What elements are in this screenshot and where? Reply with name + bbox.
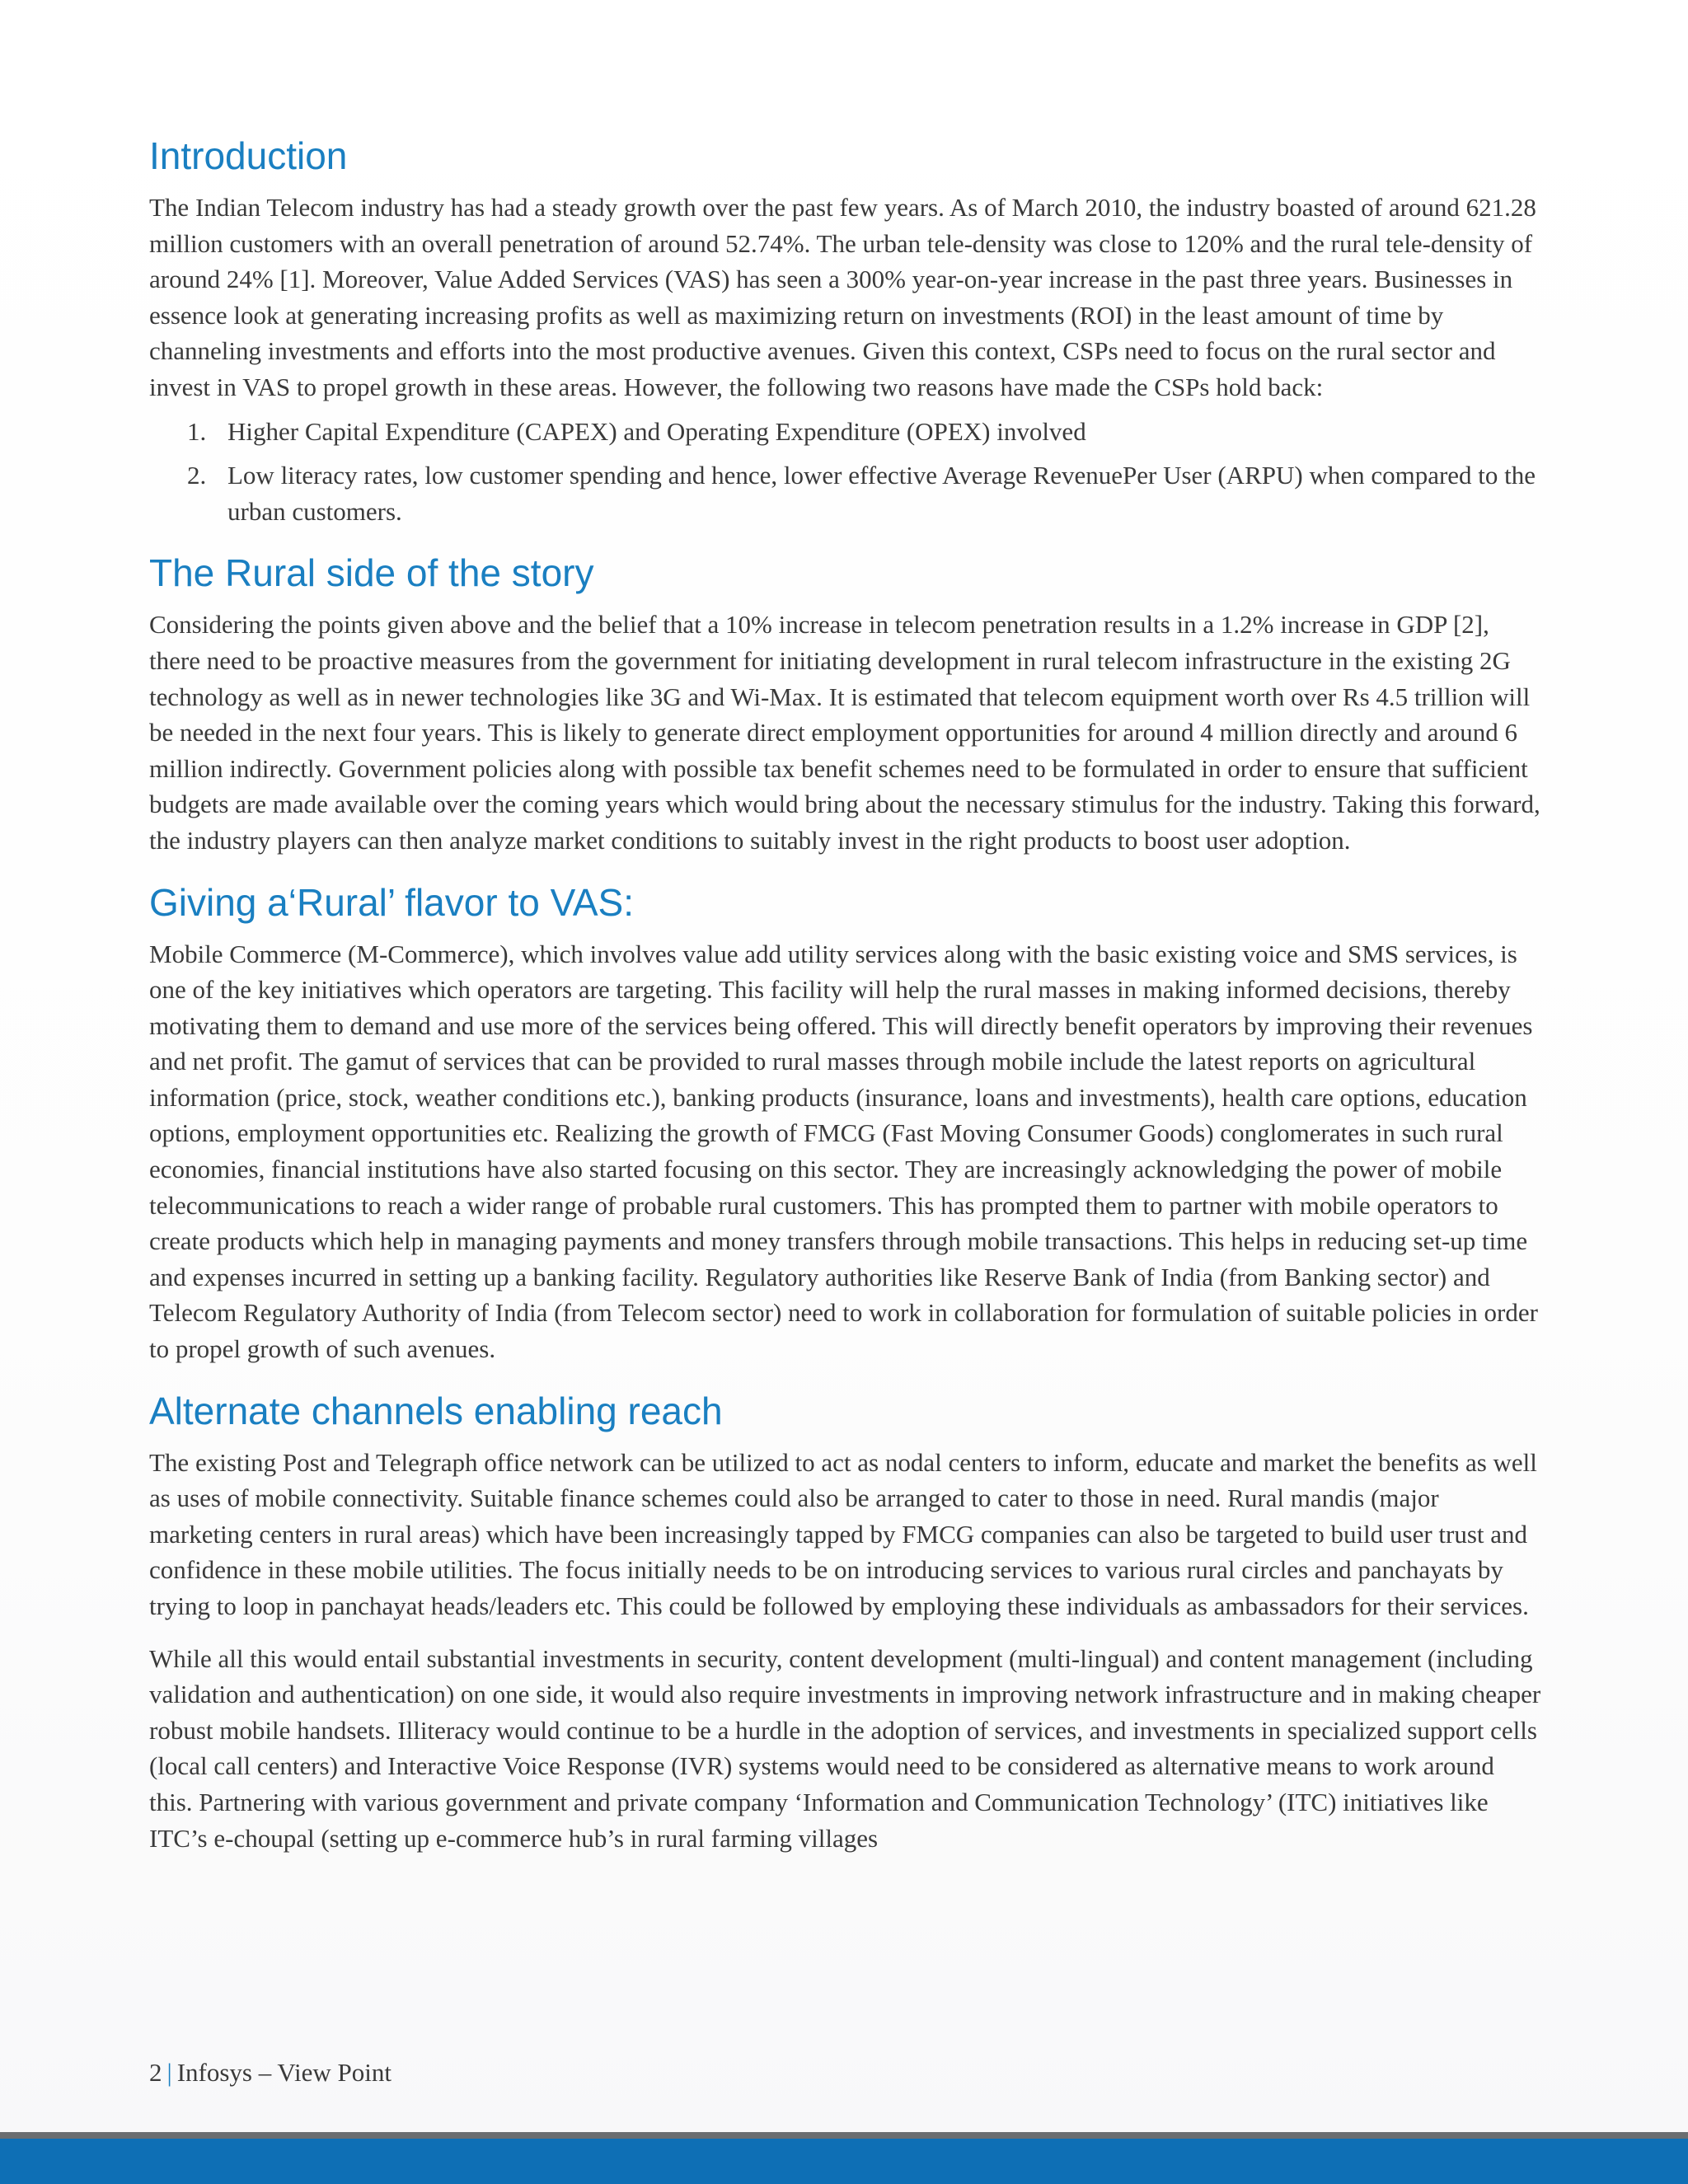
bottom-brand-bar xyxy=(0,2132,1688,2184)
article-body xyxy=(149,132,1542,1876)
paragraph: While all this would entail substantial investments in security, content development (multi-lingual) and content management (including validation and authentication) on one side, it would also require investments in improving network infrastructure and in making cheaper robust mobile handsets. Illiteracy would continue to be a hurdle in the adoption of services, and investments in specialized support cells (local call centers) and Interactive Voice Response (IVR) systems would need to be considered as alternative means to work around this. Partnering with various government and private company ‘Information and Communication Technology’ (ITC) initiatives like ITC’s e-choupal (setting up e-commerce hub’s in rural farming villages xyxy=(149,1643,1541,1853)
section-alternate-channels xyxy=(149,1387,1542,1857)
section-rural-flavor xyxy=(149,879,1542,1367)
section-rural-side xyxy=(149,549,1542,858)
list-item xyxy=(149,457,1542,529)
section-introduction xyxy=(149,132,1542,529)
page-number: 2 xyxy=(149,2058,162,2087)
paragraph: The existing Post and Telegraph office network can be utilized to act as nodal centers to inform, educate and market the benefits as well as uses of mobile connectivity. Suitable finance schemes could also be arranged to cater to those in need. Rural mandis (major marketing centers in rural areas) which have been increasingly tapped by FMCG companies can also be targeted to build user trust and confidence in these mobile utilities. The focus initially needs to be on introducing services to various rural circles and panchayats by trying to loop in panchayat heads/leaders etc. This could be followed by employing these individuals as ambassadors for their services. xyxy=(149,1447,1537,1620)
paragraph: Considering the points given above and the belief that a 10% increase in telecom penetration results in a 1.2% increase in GDP [2], there need to be proactive measures from the government for initiating development in rural telecom infrastructure in the existing 2G technology as well as in newer technologies like 3G and Wi-Max. It is estimated that telecom equipment worth over Rs 4.5 trillion will be needed in the next four years. This is likely to generate direct employment opportunities for around 4 million directly and around 6 million indirectly. Government policies along with possible tax benefit schemes need to be formulated in order to ensure that sufficient budgets are made available over the coming years which would bring about the necessary stimulus for the industry. Taking this forward, the industry players can then analyze market conditions to suitably invest in the right products to boost user adoption. xyxy=(149,610,1540,855)
footer-separator: | xyxy=(166,2058,172,2087)
list-number: 2. xyxy=(187,461,207,490)
section-heading: Introduction xyxy=(149,134,348,177)
paragraph: The Indian Telecom industry has had a steady growth over the past few years. As of March 2010, the industry boasted of around 621.28 million customers with an overall penetration of around 52.74%. The urban tele-density was close to 120% and the rural tele-density of around 24% [1]. Moreover, Value Added Services (VAS) has seen a 300% year-on-year increase in the past three years. Businesses in essence look at generating increasing profits as well as maximizing return on investments (ROI) in the least amount of time by channeling investments and efforts into the most productive avenues. Given this context, CSPs need to focus on the rural sector and invest in VAS to propel growth in these areas. However, the following two reasons have made the CSPs hold back: xyxy=(149,193,1536,401)
page-footer xyxy=(149,2056,392,2089)
list-item-text: Higher Capital Expenditure (CAPEX) and Operating Expenditure (OPEX) involved xyxy=(227,416,1086,446)
section-heading: Giving a‘Rural’ flavor to VAS: xyxy=(149,880,635,924)
section-heading: The Rural side of the story xyxy=(149,551,594,595)
paragraph: Mobile Commerce (M-Commerce), which involves value add utility services along with the basic existing voice and SMS services, is one of the key initiatives which operators are targeting. This facility will help the rural masses in making informed decisions, thereby motivating them to demand and use more of the services being offered. This will directly benefit operators by improving their revenues and net profit. The gamut of services that can be provided to rural masses through mobile include the latest reports on agricultural information (price, stock, weather conditions etc.), banking products (insurance, loans and investments), health care options, education options, employment opportunities etc. Realizing the growth of FMCG (Fast Moving Consumer Goods) conglomerates in such rural economies, financial institutions have also started focusing on this sector. They are increasingly acknowledging the power of mobile telecommunications to reach a wider range of probable rural customers. This has prompted them to partner with mobile operators to create products which help in managing payments and money transfers through mobile transactions. This helps in reducing set-up time and expenses incurred in setting up a banking facility. Regulatory authorities like Reserve Bank of India (from Banking sector) and Telecom Regulatory Authority of India (from Telecom sector) need to work in collaboration for formulation of suitable policies in order to propel growth of such avenues. xyxy=(149,939,1538,1364)
list-item xyxy=(149,414,1542,450)
footer-text: Infosys – View Point xyxy=(176,2058,392,2087)
section-heading: Alternate channels enabling reach xyxy=(149,1389,723,1432)
list-item-text: Low literacy rates, low customer spending and hence, lower effective Average RevenuePer User (ARPU) when compared to the urban customers. xyxy=(227,461,1536,526)
reasons-list xyxy=(149,414,1542,530)
list-number: 1. xyxy=(187,416,207,446)
